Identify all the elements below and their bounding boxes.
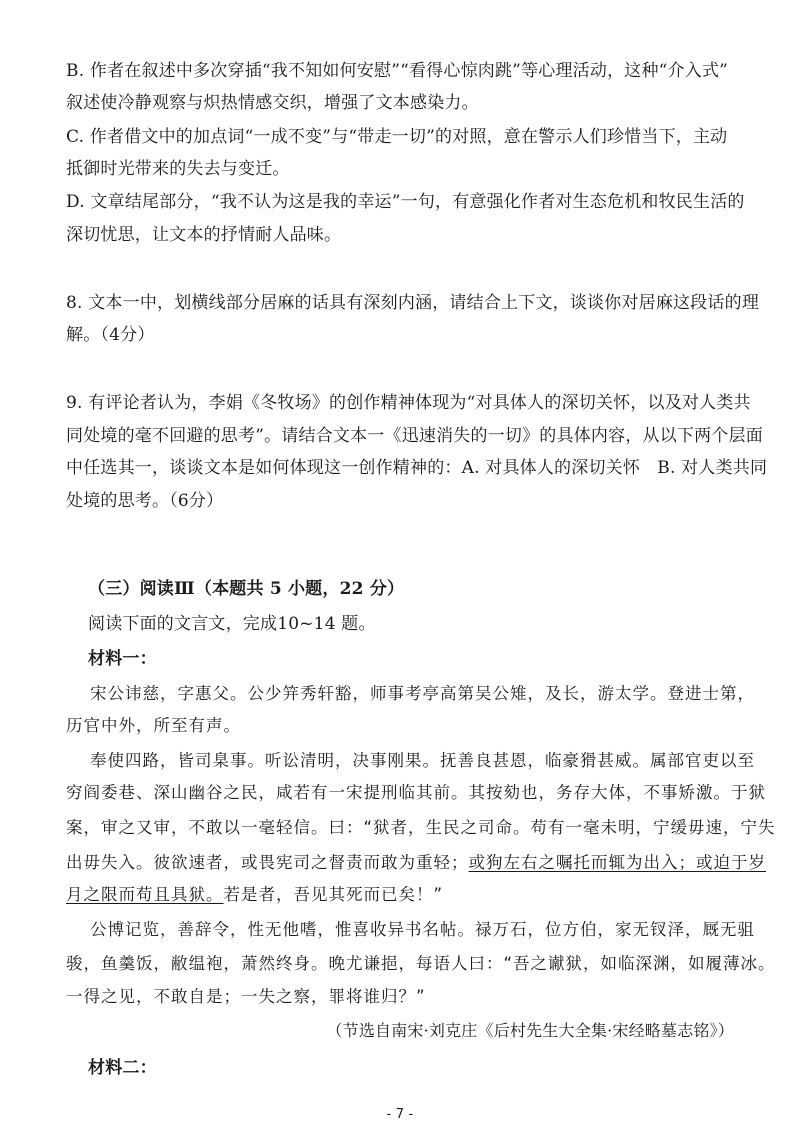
option-b-line-1: B. 作者在叙述中多次穿插“我不知如何安慰”“看得心惊肉跳”等心理活动，这种“介入式” — [66, 61, 729, 81]
question-9-line-3: 中任选其一，谈谈文本是如何体现这一创作精神的：A. 对具体人的深切关怀 B. 对人类共同 — [66, 458, 768, 478]
passage-text: 若是者，吾见其死而已矣！” — [223, 885, 444, 904]
option-c-line-1: C. 作者借文中的加点词“一成不变”与“带走一切”的对照，意在警示人们珍惜当下，主动 — [66, 127, 728, 147]
section-instruction: 阅读下面的文言文，完成10~14 题。 — [88, 614, 376, 634]
question-9-line-4: 处境的思考。（6分） — [66, 491, 224, 511]
passage-p3-line-1: 公博记览，善辞令，性无他嗜，惟喜收异书名帖。禄万石，位方伯，家无钗泽，厩无驵 — [90, 920, 755, 939]
passage-p2-line-1: 奉使四路，皆司臬事。听讼清明，决事刚果。抚善良甚恩，临豪猾甚威。属部官吏以至 — [90, 751, 755, 770]
question-9-line-1: 9. 有评论者认为，李娟《冬牧场》的创作精神体现为“对具体人的深切关怀，以及对人类共 — [66, 393, 751, 413]
page-number: - 7 - — [386, 1107, 414, 1122]
passage-p1-line-1: 宋公讳慈，字惠父。公少笄秀轩豁，师事考亭高第吴公雉，及长，游太学。登进士第， — [90, 684, 755, 703]
question-8-line-2: 解。（4分） — [66, 325, 155, 345]
passage-p1-line-2: 历官中外，所至有声。 — [66, 716, 241, 735]
underlined-passage: 或狗左右之嘱托而辄为出入；或迫于岁 — [468, 853, 766, 872]
material-1-label: 材料一： — [88, 649, 157, 669]
passage-p3-line-3: 一得之见，不敢自是；一失之察，罪将谁归？” — [66, 987, 426, 1006]
passage-text: 出毋失入。彼欲速者，或畏宪司之督责而敢为重轻； — [66, 853, 469, 872]
passage-p2-line-5 — [66, 884, 443, 906]
underlined-passage: 月之限而苟且具狱。 — [66, 885, 224, 904]
option-d-line-2: 深切忧思，让文本的抒情耐人品味。 — [66, 225, 342, 245]
question-8-line-1: 8. 文本一中，划横线部分居麻的话具有深刻内涵，请结合上下文，谈谈你对居麻这段话的理 — [66, 293, 760, 313]
passage-p2-line-2: 穷阎委巷、深山幽谷之民，咸若有一宋提刑临其前。其按劾也，务存大体，不事矫激。于狱 — [66, 783, 766, 802]
option-c-line-2: 抵御时光带来的失去与变迁。 — [66, 159, 290, 179]
passage-source: （节选自南宋·刘克庄《后村先生大全集·宋经略墓志铭》） — [326, 1021, 734, 1040]
option-d-line-1: D. 文章结尾部分，“我不认为这是我的幸运”一句，有意强化作者对生态危机和牧民生活的 — [66, 192, 745, 212]
option-b-line-2: 叙述使冷静观察与炽热情感交织，增强了文本感染力。 — [66, 93, 479, 113]
question-9-line-2: 同处境的毫不回避的思考”。请结合文本一《迅速消失的一切》的具体内容，从以下两个层面 — [66, 426, 763, 446]
passage-p2-line-4 — [66, 852, 766, 874]
passage-p2-line-3: 案，审之又审，不敢以一毫轻信。曰：“狱者，生民之司命。苟有一毫未明，宁缓毋速，宁失 — [66, 818, 776, 837]
passage-p3-line-2: 骏，鱼羹饭，敝缊袍，萧然终身。晚尤谦挹，每语人曰：“吾之谳狱，如临深渊，如履薄冰。 — [66, 954, 776, 973]
section-heading: （三）阅读Ⅲ（本题共 5 小题，22 分） — [88, 579, 405, 599]
material-2-label: 材料二： — [88, 1058, 157, 1078]
